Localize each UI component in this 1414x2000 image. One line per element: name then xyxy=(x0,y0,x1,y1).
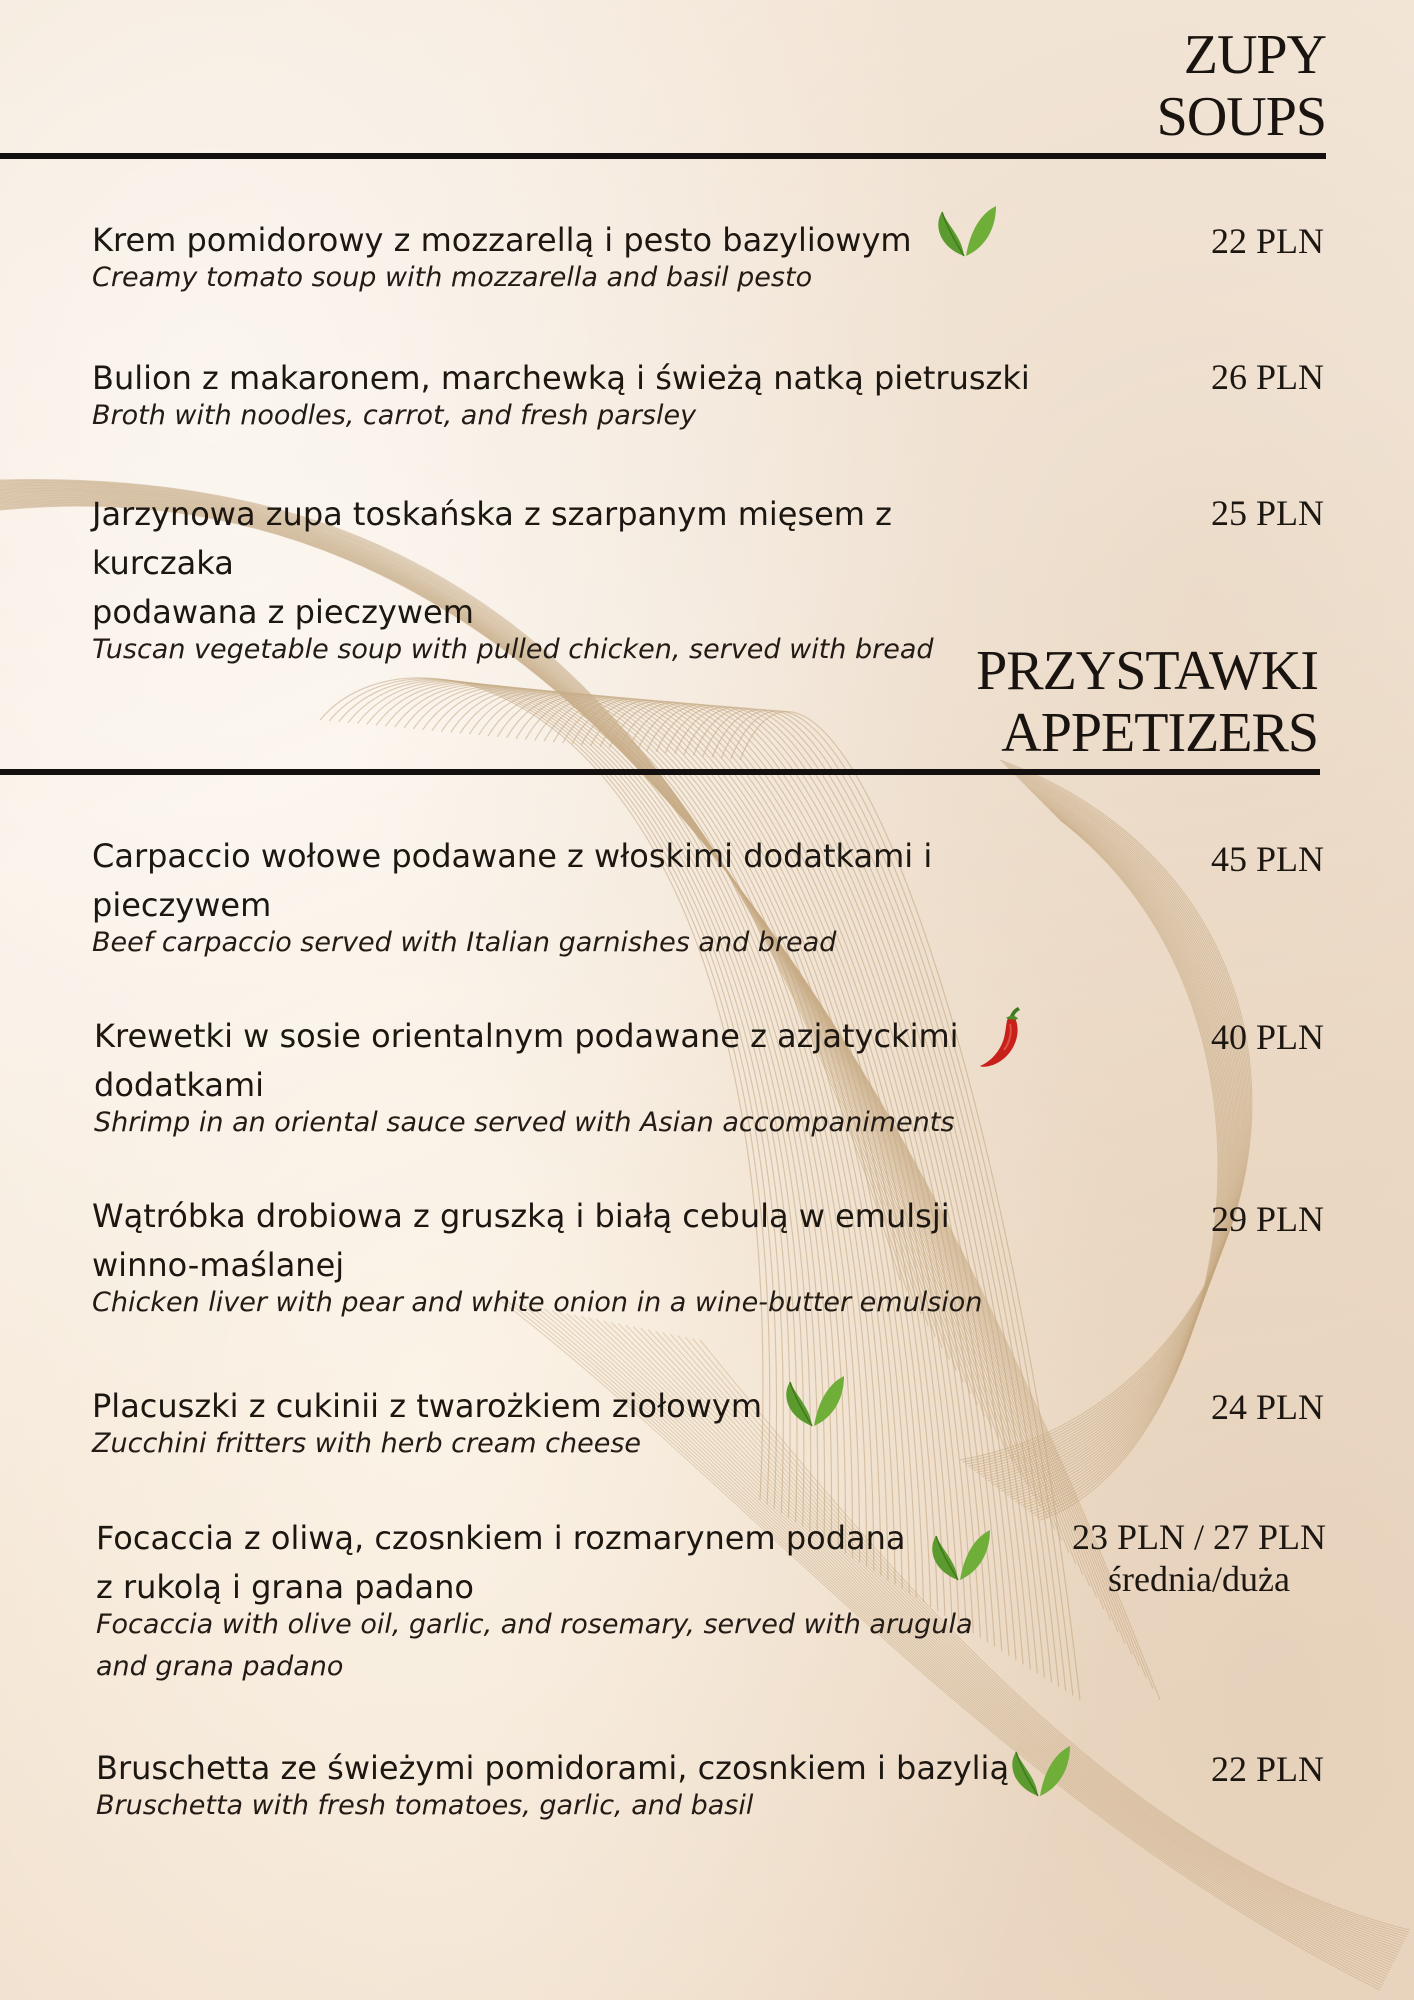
dish-name-en: Broth with noodles, carrot, and fresh parsley xyxy=(92,400,697,431)
dish-price: 24 PLN xyxy=(1210,1387,1324,1427)
dish-price: 26 PLN xyxy=(1210,357,1324,397)
dish-price: 40 PLN xyxy=(1210,1017,1324,1057)
dish-name-en: Focaccia with olive oil, garlic, and rosemary, served with arugula xyxy=(96,1609,973,1640)
dish-name-pl: Carpaccio wołowe podawane z włoskimi dodatkami i xyxy=(92,837,933,875)
dish-name-pl-continued: winno-maślanej xyxy=(92,1246,345,1284)
dish-price: 22 PLN xyxy=(1210,221,1324,261)
size-note: średnia/duża xyxy=(1108,1559,1290,1599)
dish-name-en-continued: and grana padano xyxy=(96,1651,344,1682)
dish-name-pl: Focaccia z oliwą, czosnkiem i rozmarynem podana xyxy=(96,1519,906,1557)
dish-name-en: Beef carpaccio served with Italian garnishes and bread xyxy=(92,927,837,958)
section-divider xyxy=(0,769,1320,775)
section-heading-appetizers xyxy=(976,640,1318,764)
section-title-en: APPETIZERS xyxy=(1001,702,1318,764)
dish-name-pl: Krem pomidorowy z mozzarellą i pesto bazyliowym xyxy=(92,221,912,259)
dish-name-pl-continued: podawana z pieczywem xyxy=(92,593,474,631)
leaf-icon xyxy=(776,1372,846,1430)
dish-name-pl-continued: pieczywem xyxy=(92,886,272,924)
leaf-icon xyxy=(928,202,998,260)
dish-price: 29 PLN xyxy=(1210,1199,1324,1239)
dish-name-pl: Wątróbka drobiowa z gruszką i białą cebulą w emulsji xyxy=(92,1197,950,1235)
dish-name-pl: Bulion z makaronem, marchewką i świeżą natką pietruszki xyxy=(92,359,1030,397)
dish-price: 22 PLN xyxy=(1210,1749,1324,1789)
section-title-en: SOUPS xyxy=(1156,86,1326,148)
dish-name-pl-continued: z rukolą i grana padano xyxy=(96,1568,474,1606)
dish-name-en: Shrimp in an oriental sauce served with Asian accompaniments xyxy=(94,1107,955,1138)
dish-name-pl-continued: dodatkami xyxy=(94,1066,264,1104)
dish-name-pl: Placuszki z cukinii z twarożkiem ziołowym xyxy=(92,1387,763,1425)
menu-item xyxy=(92,1192,1032,1324)
price-value: 23 PLN / 27 PLN xyxy=(1071,1517,1326,1557)
dish-name-pl: Jarzynowa zupa toskańska z szarpanym mięsem z kurczaka xyxy=(92,495,892,582)
menu-item xyxy=(96,1514,1036,1688)
menu-item xyxy=(96,1744,1036,1827)
dish-name-en: Zucchini fritters with herb cream cheese xyxy=(92,1428,642,1459)
section-title-pl: PRZYSTAWKI xyxy=(976,640,1318,702)
dish-name-en: Tuscan vegetable soup with pulled chicken, served with bread xyxy=(92,634,934,665)
menu-item xyxy=(92,1382,1032,1465)
section-divider xyxy=(0,153,1326,159)
leaf-icon xyxy=(922,1526,992,1584)
dish-name-en: Chicken liver with pear and white onion in a wine-butter emulsion xyxy=(92,1287,983,1318)
menu-item xyxy=(92,832,1032,964)
dish-price: 25 PLN xyxy=(1210,493,1324,533)
dish-price: 45 PLN xyxy=(1210,839,1324,879)
chili-pepper-icon xyxy=(976,1006,1026,1070)
section-heading-soups xyxy=(1157,24,1326,148)
dish-name-pl: Krewetki w sosie orientalnym podawane z azjatyckimi xyxy=(94,1017,959,1055)
menu-item xyxy=(92,354,1032,437)
menu-item xyxy=(92,490,1032,671)
leaf-icon xyxy=(1002,1742,1072,1800)
menu-item xyxy=(92,216,1032,299)
dish-price xyxy=(1072,1516,1326,1600)
dish-name-en: Bruschetta with fresh tomatoes, garlic, and basil xyxy=(96,1790,754,1821)
section-title-pl: ZUPY xyxy=(1183,24,1326,86)
dish-name-pl: Bruschetta ze świeżymi pomidorami, czosnkiem i bazylią xyxy=(96,1749,1010,1787)
dish-name-en: Creamy tomato soup with mozzarella and basil pesto xyxy=(92,262,813,293)
menu-item xyxy=(94,1012,1034,1144)
